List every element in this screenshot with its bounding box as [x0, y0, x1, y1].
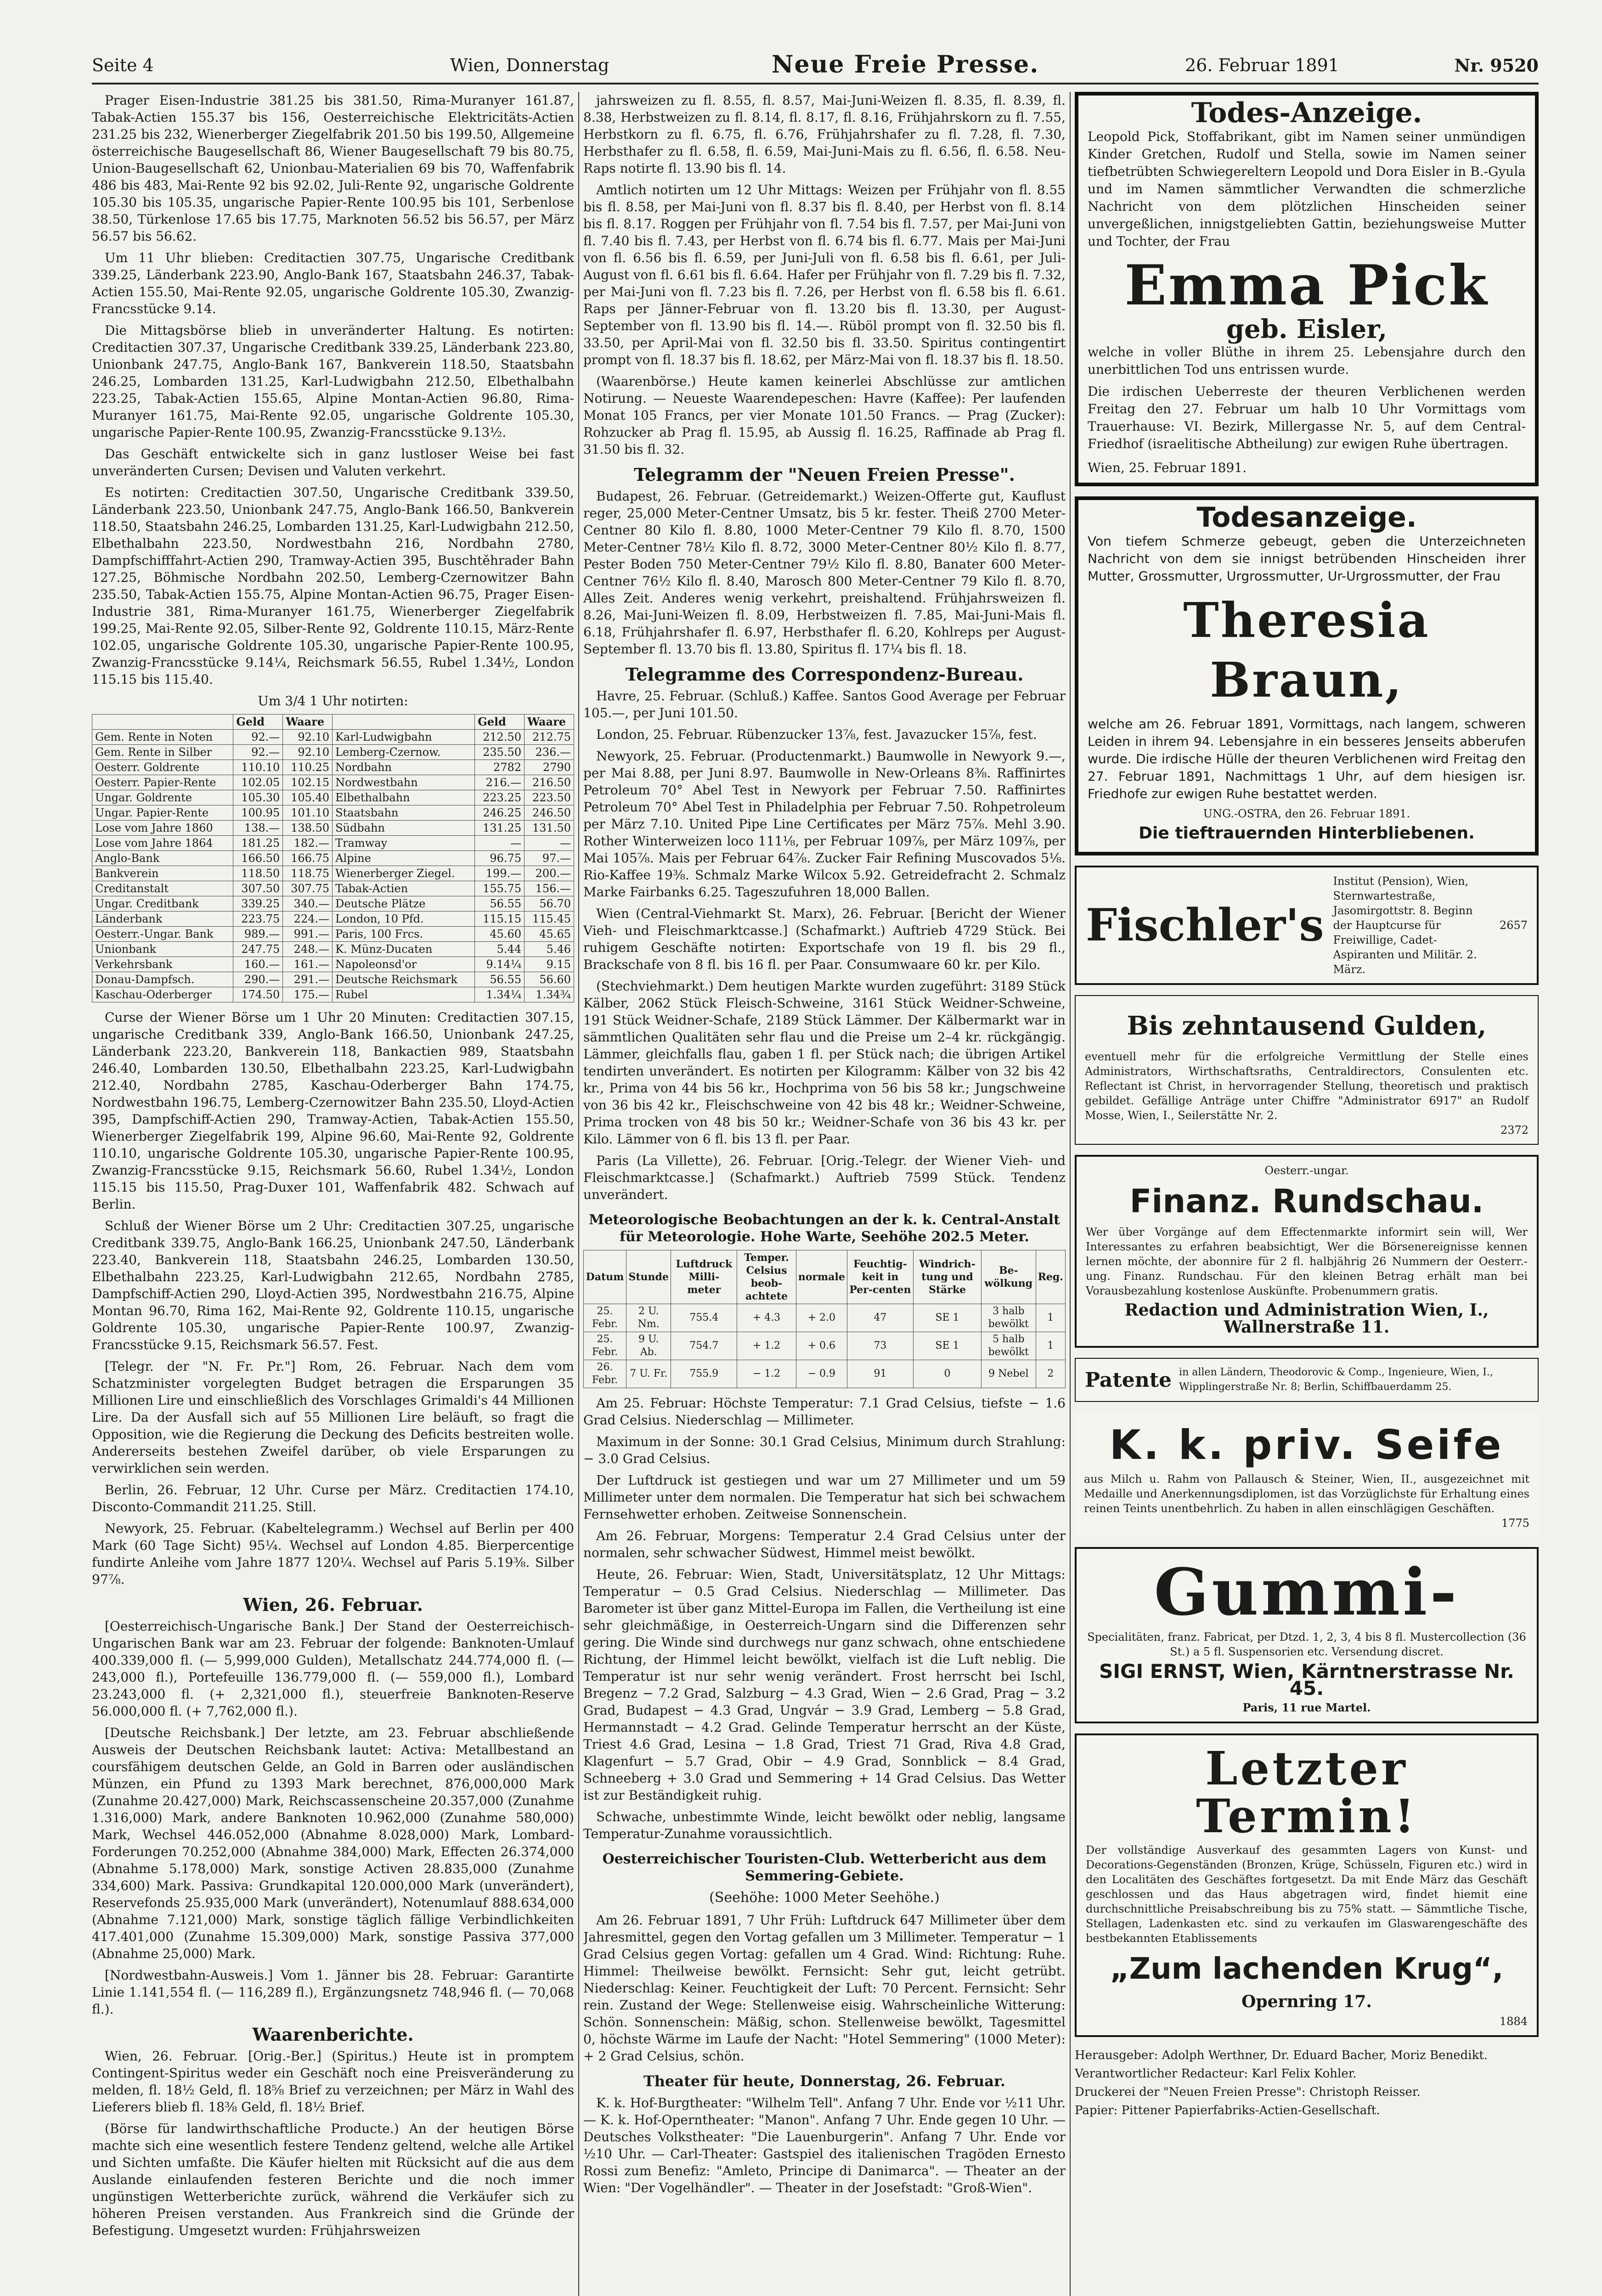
table-cell: London, 10 Pfd. [333, 912, 475, 927]
table-row [584, 1360, 1066, 1388]
table-cell: 9 U. Ab. [626, 1332, 671, 1360]
table-cell: 212.75 [525, 730, 574, 745]
table-cell: Donau-Dampfsch. [92, 972, 233, 987]
maiden-name: geb. Eisler, [1226, 314, 1388, 344]
table-label: Um 3/4 1 Uhr notirten: [258, 693, 408, 709]
table-cell: Deutsche Reichsmark [333, 972, 475, 987]
section-heading: Oesterreichischer Touristen-Club. Wetterbericht aus dem Semmering-Gebiete. [602, 1851, 1047, 1884]
paragraph: [Nordwestbahn-Ausweis.] Vom 1. Jänner bis 28. Februar: Garantirte Linie 1.141,554 fl. (— 116,289 fl.), Ergänzungsnetz 748,946 fl. (— 70,068 fl.). [92, 1968, 574, 2017]
table-cell: 174.50 [233, 987, 283, 1002]
table-header-row [92, 715, 574, 730]
paragraph: Paris (La Villette), 26. Februar. [Orig.-Telegr. der Wiener Vieh- und Fleischmarktcasse.] (Schafmarkt.) Auftrieb 7599 Stück. Tendenz unverändert. [583, 1153, 1066, 1202]
finanz-rundschau-ad [1075, 1155, 1539, 1348]
table-header: Datum [584, 1250, 626, 1304]
table-cell: — [475, 836, 525, 851]
table-cell: 991.— [283, 927, 333, 942]
table-cell: 115.15 [475, 912, 525, 927]
table-cell: 7 U. Fr. [626, 1360, 671, 1388]
ad-text: Wer über Vorgänge auf dem Effectenmarkte informirt sein will, Wer Interessantes zu erfahren beabsichtigt, Wer die Börsenereignisse kennen lernen möchte, der abonnire für 2 fl. halbjährig 26 Nummern der Oesterr.-ung. Finanz. Rundschau. Für den kleinen Betrag erhält man bei Vorausbezahlung kostenlose Auskünfte. Probenummern gratis. [1086, 1226, 1528, 1297]
table-cell: 755.9 [671, 1360, 737, 1388]
table-row [92, 927, 574, 942]
table-cell: 161.— [283, 957, 333, 972]
column-rule [578, 92, 579, 2296]
table-cell: Tabak-Actien [333, 881, 475, 896]
paragraph: (Waarenbörse.) Heute kamen keinerlei Abschlüsse zur amtlichen Notirung. — Neueste Waarendepeschen: Havre (Kaffee): Per laufenden Monat 105 Francs, per vier Monate 101.50 Francs. — Prag (Zucker): Rohzucker ab Prag fl. 15.95, ab Aussig fl. 16.25, Raffinade ab Prag fl. 31.50 bis fl. 32. [583, 374, 1066, 457]
table-row [92, 821, 574, 836]
table-cell: Alpine [333, 851, 475, 866]
ad-heading: Todesanzeige. [1196, 501, 1417, 534]
table-cell: 118.75 [283, 866, 333, 881]
table-header: Be-wölkung [982, 1250, 1036, 1304]
table-cell: 45.65 [525, 927, 574, 942]
ad-text: in allen Ländern, Theodorovic & Comp., Ingenieure, Wien, I., Wipplingerstraße Nr. 8; Berlin, Schiffbauerdamm 25. [1179, 1367, 1493, 1393]
table-cell: Verkehrsbank [92, 957, 233, 972]
table-row [92, 745, 574, 760]
table-cell: 138.— [233, 821, 283, 836]
deceased-name: Theresia Braun, [1183, 592, 1430, 708]
table-header [333, 715, 475, 730]
paragraph: Der Luftdruck ist gestiegen und war um 27 Millimeter und um 59 Millimeter unter dem normalen. Die Temperatur hat sich bei schwachem Fernsehwetter erhoben. Zeitweise Sonnenschein. [583, 1473, 1066, 1522]
table-row [92, 760, 574, 775]
ad-text: Von tiefem Schmerze gebeugt, geben die Unterzeichneten Nachricht von dem sie innigst betrübenden Hinscheiden ihrer Mutter, Grossmutter, Urgrossmutter, Ur-Urgrossmutter, der Frau [1088, 534, 1526, 584]
table-row [92, 730, 574, 745]
paragraph: [Deutsche Reichsbank.] Der letzte, am 23. Februar abschließende Ausweis der Deutschen Reichsbank lautet: Activa: Metallbestand an coursfähigem deutschen Gelde, an Gold in Barren oder ausländischen Münzen, ein Pfund zu 1393 Mark berechnet, 876,000,000 Mark (Zunahme 20.427,000) Mark, Reichscassenscheine 20.357,000 (Zunahme 1.316,000) Mark, andere Banknoten 10.962,000 (Zunahme 580,000) Mark, Wechsel 446.052,000 (Abnahme 8.028,000) Mark, Lombard-Forderungen 70.252,000 (Abnahme 384,000) Mark, Effecten 26.374,000 (Abnahme 5.178,000) Mark, sonstige Activen 28.835,000 (Zunahme 334,600) Mark. Passiva: Grundkapital 120.000,000 Mark (unverändert), Reservefonds 25.935,000 Mark (unverändert), Notenumlauf 888.634,000 (Abnahme 7.121,000) Mark, sonstige täglich fällige Verbindlichkeiten 417.401,000 (Zunahme 15.309,000) Mark, sonstige Passiva 377,000 (Abnahme 25,000) Mark. [92, 1725, 574, 1961]
table-cell: SE 1 [913, 1304, 981, 1332]
imprint-line: Druckerei der "Neuen Freien Presse": Christoph Reisser. [1075, 2085, 1421, 2099]
table-cell: Nordbahn [333, 760, 475, 775]
page-header [92, 51, 1539, 84]
table-header: Geld [475, 715, 525, 730]
table-cell: Elbethalbahn [333, 790, 475, 805]
table-cell: 102.15 [283, 775, 333, 790]
table-cell: 307.75 [283, 881, 333, 896]
paragraph: Berlin, 26. Februar, 12 Uhr. Curse per März. Creditactien 174.10, Disconto-Commandit 211.25. Still. [92, 1482, 574, 1514]
table-cell: 175.— [283, 987, 333, 1002]
soap-ad [1075, 1412, 1539, 1537]
table-cell: 92.— [233, 745, 283, 760]
table-cell: 248.— [283, 942, 333, 957]
table-cell: 105.40 [283, 790, 333, 805]
paragraph: Schluß der Wiener Börse um 2 Uhr: Creditactien 307.25, ungarische Creditbank 339.75, Anglo-Bank 166.25, Unionbank 247.50, Länderbank 223.40, Bankverein 118, Staatsbahn 246.25, Lombarden 130.50, Elbethalbahn 223.25, Karl-Ludwigbahn 212.65, Nordbahn 2785, Dampfschiff-Actien 290, Lloyd-Actien 395, Nordwestbahn 216.75, Alpine Montan 96.70, Rima 162, Mai-Rente 92, Goldrente 110.15, ungarische Goldrente 105.30, ungarische Papier-Rente 100.97, Zwanzig-Francsstücke 9.15, Reichsmark 56.57. Fest. [92, 1218, 574, 1352]
ad-signature: Wien, 25. Februar 1891. [1088, 460, 1247, 475]
table-cell: 56.60 [525, 972, 574, 987]
table-cell: SE 1 [913, 1332, 981, 1360]
table-header: Waare [525, 715, 574, 730]
table-cell: 56.70 [525, 896, 574, 912]
table-cell: 9 Nebel [982, 1360, 1036, 1388]
table-cell: 47 [847, 1304, 913, 1332]
paragraph: Um 11 Uhr blieben: Creditactien 307.75, Ungarische Creditbank 339.25, Länderbank 223.90, Anglo-Bank 167, Staatsbahn 246.37, Tabak-Actien 155.50, Mai-Rente 92.05, ungarische Goldrente 105.30, Zwanzig-Francsstücke 9.14. [92, 250, 574, 316]
ad-topline: Oesterr.-ungar. [1264, 1164, 1349, 1177]
table-cell: 138.50 [283, 821, 333, 836]
table-cell: 25. Febr. [584, 1332, 626, 1360]
table-row [92, 805, 574, 821]
paragraph: Schwache, unbestimmte Winde, leicht bewölkt oder neblig, langsame Temperatur-Zunahme voraussichtlich. [583, 1809, 1066, 1841]
table-header: Reg. [1036, 1250, 1065, 1304]
stock-quote-table [92, 714, 574, 1002]
issue-number: Nr. 9520 [1454, 55, 1539, 76]
table-cell: 5.46 [525, 942, 574, 957]
paragraph: K. k. Hof-Burgtheater: "Wilhelm Tell". Anfang 7 Uhr. Ende vor ½11 Uhr. — K. k. Hof-Operntheater: "Manon". Anfang 7 Uhr. Ende gegen 10 Uhr. — Deutsches Volkstheater: "Die Lauenburgerin". Anfang 7 Uhr. Ende vor ½10 Uhr. — Carl-Theater: Gastspiel des italienischen Tragöden Ernesto Rossi zum Benefiz: "Amleto, Principe di Danimarca". — Theater an der Wien: "Der Vogelhändler". — Theater in der Josefstadt: "Groß-Wien". [583, 2095, 1066, 2195]
patents-ad [1075, 1358, 1539, 1402]
paragraph: Havre, 25. Februar. (Schluß.) Kaffee. Santos Good Average per Februar 105.—, per Juni 101.50. [583, 688, 1066, 720]
table-cell: Südbahn [333, 821, 475, 836]
table-cell: Karl-Ludwigbahn [333, 730, 475, 745]
table-cell: 56.55 [475, 972, 525, 987]
table-cell: + 4.3 [737, 1304, 796, 1332]
table-cell: 105.30 [233, 790, 283, 805]
section-heading: Theater für heute, Donnerstag, 26. Februar. [643, 2072, 1006, 2090]
table-row [92, 942, 574, 957]
table-cell: 216.— [475, 775, 525, 790]
imprint [1075, 2047, 1539, 2119]
section-subheading: (Seehöhe: 1000 Meter Seehöhe.) [709, 1890, 940, 1906]
table-cell: 755.4 [671, 1304, 737, 1332]
place-day: Wien, Donnerstag [450, 55, 609, 75]
column-rule [1070, 92, 1071, 2296]
obituary-ad-braun [1075, 496, 1539, 855]
ad-footer: Paris, 11 rue Martel. [1242, 1701, 1371, 1714]
ad-heading: Todes-Anzeige. [1191, 97, 1422, 129]
table-cell: Anglo-Bank [92, 851, 233, 866]
ad-heading: Gummi- [1154, 1555, 1460, 1630]
table-cell: 3 halb bewölkt [982, 1304, 1036, 1332]
section-heading: Waarenberichte. [252, 2024, 414, 2045]
table-row [92, 775, 574, 790]
paragraph: Maximum in der Sonne: 30.1 Grad Celsius, Minimum durch Strahlung: − 3.0 Grad Celsius. [583, 1434, 1066, 1466]
gummi-ad [1075, 1547, 1539, 1723]
table-cell: 110.25 [283, 760, 333, 775]
ad-heading: Finanz. Rundschau. [1129, 1182, 1484, 1220]
table-cell: Lose vom Jahre 1864 [92, 836, 233, 851]
table-cell: 131.50 [525, 821, 574, 836]
zum-lachenden-krug-ad [1075, 1733, 1539, 2037]
ad-address: Opernring 17. [1241, 1992, 1372, 2011]
ad-company: „Zum lachenden Krug“, [1110, 1952, 1504, 1986]
table-cell: 97.— [525, 851, 574, 866]
table-cell: Kaschau-Oderberger [92, 987, 233, 1002]
table-cell: 100.95 [233, 805, 283, 821]
paragraph: Das Geschäft entwickelte sich in ganz lustloser Weise bei fast unveränderten Cursen; Devisen und Valuten verkehrt. [92, 446, 574, 478]
table-header: normale [796, 1250, 847, 1304]
ad-number: 2657 [1499, 919, 1528, 932]
table-cell: 92.10 [283, 730, 333, 745]
table-cell: 131.25 [475, 821, 525, 836]
table-cell: Wienerberger Ziegel. [333, 866, 475, 881]
table-cell: − 0.9 [796, 1360, 847, 1388]
table-cell: Nordwestbahn [333, 775, 475, 790]
ad-text: welche am 26. Februar 1891, Vormittags, nach langem, schweren Leiden in ihrem 94. Lebensjahre in ein besseres Jenseits abberufen wurde. Die irdische Hülle der theuren Verblichenen wird Freitag den 27. Februar 1891, Nachmittags 1 Uhr, auf dem hiesigen isr. Friedhofe zur ewigen Ruhe bestattet werden. [1088, 716, 1526, 801]
table-cell: 340.— [283, 896, 333, 912]
table-cell: 115.45 [525, 912, 574, 927]
fischler-institute-ad [1075, 866, 1539, 985]
table-cell: 1.34¾ [525, 987, 574, 1002]
table-row [92, 957, 574, 972]
table-header: Luftdruck Milli-meter [671, 1250, 737, 1304]
imprint-line: Verantwortlicher Redacteur: Karl Felix Kohler. [1075, 2067, 1357, 2081]
paragraph: Am 26. Februar, Morgens: Temperatur 2.4 Grad Celsius unter der normalen, sehr schwacher Südwest, Himmel meist bewölkt. [583, 1528, 1066, 1560]
deceased-name: Emma Pick [1124, 253, 1489, 318]
paragraph: Es notirten: Creditactien 307.50, Ungarische Creditbank 339.50, Länderbank 223.50, Unionbank 247.75, Anglo-Bank 166.50, Bankverein 118.50, Staatsbahn 246.25, Lombarden 131.25, Karl-Ludwigbahn 212.50, Elbethalbahn 223.50, Nordwestbahn 216, Nordbahn 2780, Dampfschifffahrt-Actien 290, Tramway-Actien 395, Buschtěhrader Bahn 127.25, Böhmische Nordbahn 202.50, Lemberg-Czernowitzer Bahn 235.50, Tabak-Actien 155.75, Alpine Montan-Actien 96.75, Prager Eisen-Industrie 381, Rima-Muranyer 161.75, Wienerberger Ziegelfabrik 199.25, Mai-Rente 92.05, Silber-Rente 92, Goldrente 110.15, März-Rente 102.05, ungarische Goldrente 105.30, ungarische Papier-Rente 100.95, Zwanzig-Francsstücke 9.14¼, Reichsmark 56.55, Rubel 1.34½, London 115.15 bis 115.40. [92, 485, 574, 687]
ad-number: 1775 [1501, 1517, 1529, 1530]
table-cell: 2782 [475, 760, 525, 775]
table-cell: Länderbank [92, 912, 233, 927]
table-cell: 290.— [233, 972, 283, 987]
table-cell: 199.— [475, 866, 525, 881]
paragraph: Am 25. Februar: Höchste Temperatur: 7.1 Grad Celsius, tiefste − 1.6 Grad Celsius. Niederschlag — Millimeter. [583, 1396, 1066, 1428]
paragraph: Curse der Wiener Börse um 1 Uhr 20 Minuten: Creditactien 307.15, ungarische Creditbank 339, Anglo-Bank 166.50, Unionbank 247.25, Länderbank 223.20, Bankverein 118, Bankactien 989, Staatsbahn 246.40, Lombarden 130.50, Elbethalbahn 223.25, Karl-Ludwigbahn 212.40, Nordbahn 2785, Kaschau-Oderberger Bahn 174.75, Nordwestbahn 196.75, Lemberg-Czernowitzer Bahn 235.50, Lloyd-Actien 395, Dampfschiff-Actien 290, Tramway-Actien, Tabak-Actien 155.50, Wienerberger Ziegelfabrik 199, Alpine 96.60, Mai-Rente 92, Goldrente 110.10, ungarische Goldrente 105.30, ungarische Papier-Rente 100.95, Zwanzig-Francsstücke 9.15, Reichsmark 56.60, Rubel 1.34½, London 115.15 bis 115.50, Prag-Duxer 101, Waffenfabrik 482. Schwach auf Berlin. [92, 1010, 574, 1212]
table-cell: 73 [847, 1332, 913, 1360]
table-cell: 989.— [233, 927, 283, 942]
paragraph: Newyork, 25. Februar. (Productenmarkt.) Baumwolle in Newyork 9.—, per Mai 8.88, per Juni 8.97. Baumwolle in New-Orleans 8⅜. Raffinirtes Petroleum 70° Abel Test in Newyork per Februar 7.50. Raffinirtes Petroleum 70° Abel Test in Philadelphia per Februar 7.50. Rohpetroleum per März 7.10. United Pipe Line Certificates per März 75⅞. Mehl 3.90. Rother Winterweizen loco 111⅛, per Februar 109⅞, per März 109⅞, per Mai 105⅞. Mais per Februar 64⅞. Zucker Fair Refining Muscovados 5⅛. Rio-Kaffee 19⅜. Schmalz Marke Wilcox 5.92. Getreidefracht 2. Schmalz Marke Fairbanks 6.25. Tageszufuhren 18,000 Ballen. [583, 748, 1066, 900]
table-cell: Napoleonsd'or [333, 957, 475, 972]
issue-date: 26. Februar 1891 [1185, 55, 1339, 75]
ten-thousand-gulden-ad [1075, 995, 1539, 1145]
page-number: Seite 4 [92, 55, 154, 75]
section-heading: Wien, 26. Februar. [243, 1594, 423, 1615]
table-row [92, 912, 574, 927]
table-cell: 200.— [525, 866, 574, 881]
table-cell: 92.10 [283, 745, 333, 760]
paragraph: [Oesterreichisch-Ungarische Bank.] Der Stand der Oesterreichisch-Ungarischen Bank war am 23. Februar der folgende: Banknoten-Umlauf 400.339,000 fl. (— 5,999,000 Gulden), Metallschatz 244.774,000 fl. (— 243,000 fl.), Portefeuille 136.779,000 fl. (— 559,000 fl.), Lombard 23.243,000 fl. (+ 2,321,000 fl.), steuerfreie Banknoten-Reserve 56.000,000 fl. (+ 7,762,000 fl.). [92, 1619, 574, 1719]
ad-heading: Bis zehntausend Gulden, [1127, 1011, 1487, 1041]
table-cell: Oesterr.-Ungar. Bank [92, 927, 233, 942]
table-cell: 235.50 [475, 745, 525, 760]
column-2 [583, 92, 1066, 2296]
paragraph: Budapest, 26. Februar. (Getreidemarkt.) Weizen-Offerte gut, Kauflust reger, 25,000 Meter-Centner Umsatz, bis 5 kr. fester. Theiß 2700 Meter-Centner 80 Kilo fl. 8.80, 1000 Meter-Centner 79 Kilo fl. 8.70, 1500 Meter-Centner 78½ Kilo fl. 8.72, 3000 Meter-Centner 80½ Kilo fl. 8.77, Pester Boden 750 Meter-Centner 79½ Kilo fl. 8.80, Banater 600 Meter-Centner 76½ Kilo fl. 8.40, Marosch 800 Meter-Centner 79 Kilo fl. 8.70, Alles Zeit. Anderes wenig verkehrt, preishaltend. Frühjahrsweizen fl. 8.26, Mai-Juni-Weizen fl. 8.09, Herbstweizen fl. 7.85, Mai-Juni-Mais fl. 6.18, Frühjahrshafer fl. 6.97, Herbsthafer fl. 6.20, Kohlreps per August-September fl. 13.70 bis fl. 13.80, Spiritus fl. 17¼ bis fl. 18. [583, 489, 1066, 657]
ad-number: 2372 [1500, 1124, 1529, 1137]
table-cell: 216.50 [525, 775, 574, 790]
table-cell: 223.50 [525, 790, 574, 805]
table-cell: Lose vom Jahre 1860 [92, 821, 233, 836]
paragraph: Heute, 26. Februar: Wien, Stadt, Universitätsplatz, 12 Uhr Mittags: Temperatur − 0.5 Grad Celsius. Niederschlag — Millimeter. Das Barometer ist über ganz Mittel-Europa im Fallen, die Vertheilung ist eine sehr gleichmäßige, in Oesterreich-Ungarn sind die Differenzen sehr gering. Die Winde sind durchwegs nur ganz schwach, ohne entschiedene Richtung, der Himmel leicht bewölkt, vielfach ist die Luft neblig. Die Temperatur ist nur sehr wenig verändert. Frost herrscht bei Ischl, Bregenz − 7.2 Grad, Salzburg − 4.3 Grad, Wien − 2.6 Grad, Prag − 3.2 Grad, Budapest − 4.3 Grad, Ungvár − 3.9 Grad, Lemberg − 5.8 Grad, Hermannstadt − 4.2 Grad. Gelinde Temperatur herrscht an der Küste, Triest 4.6 Grad, Lesina − 1.8 Grad, Triest 71 Grad, Riva 4.8 Grad, Klagenfurt − 5.7 Grad, Obir − 4.9 Grad, Sonnblick − 8.4 Grad, Schneeberg + 3.0 Grad und Semmering + 14 Grad Celsius. Das Wetter ist zur Beständigkeit ruhig. [583, 1567, 1066, 1803]
table-cell: Unionbank [92, 942, 233, 957]
table-cell: 156.— [525, 881, 574, 896]
table-cell: 212.50 [475, 730, 525, 745]
table-row [92, 790, 574, 805]
table-cell: 181.25 [233, 836, 283, 851]
table-cell: Oesterr. Goldrente [92, 760, 233, 775]
table-cell: 101.10 [283, 805, 333, 821]
table-cell: 45.60 [475, 927, 525, 942]
paragraph: Wien (Central-Viehmarkt St. Marx), 26. Februar. [Bericht der Wiener Vieh- und Fleischmarktcasse.] (Schafmarkt.) Auftrieb 4729 Stück. Bei ruhigem Geschäfte notirten: Exportschafe von 19 fl. bis 29 fl., Brackschafe von 8 fl. bis 16 fl. per Paar. Consumwaare 60 kr. per Kilo. [583, 906, 1066, 972]
table-cell: 166.75 [283, 851, 333, 866]
newspaper-title: Neue Freie Presse. [772, 51, 1039, 79]
obituary-ad-pick [1075, 92, 1539, 486]
table-cell: 26. Febr. [584, 1360, 626, 1388]
table-cell: + 1.2 [737, 1332, 796, 1360]
ad-company: SIGI ERNST, Wien, Kärntnerstrasse Nr. 45. [1099, 1660, 1514, 1699]
imprint-line: Herausgeber: Adolph Werthner, Dr. Eduard Bacher, Moriz Benedikt. [1075, 2048, 1488, 2062]
table-header-row [584, 1250, 1066, 1304]
table-cell: Bankverein [92, 866, 233, 881]
section-heading: Meteorologische Beobachtungen an der k. k. Central-Anstalt für Meteorologie. Hohe Warte, Seehöhe 202.5 Meter. [589, 1212, 1060, 1245]
table-row [92, 866, 574, 881]
table-cell: 223.75 [233, 912, 283, 927]
table-cell: Tramway [333, 836, 475, 851]
table-cell: 224.— [283, 912, 333, 927]
ad-heading: K. k. priv. Seife [1109, 1421, 1504, 1469]
table-cell: Gem. Rente in Silber [92, 745, 233, 760]
table-cell: — [525, 836, 574, 851]
ad-heading: Fischler's [1086, 899, 1324, 951]
table-row [92, 836, 574, 851]
ad-text: eventuell mehr für die erfolgreiche Vermittlung der Stelle eines Administrators, Wirthschaftsraths, Centraldirectors, Consulenten etc. Reflectant ist Christ, in hervorragender Stellung, theoretisch und praktisch gebildet. Gefällige Anträge unter Chiffre "Administrator 6917" an Rudolf Mosse, Wien, I., Seilerstätte Nr. 2. [1085, 1050, 1529, 1122]
table-cell: 25. Febr. [584, 1304, 626, 1332]
table-row [92, 851, 574, 866]
ad-text: Specialitäten, franz. Fabricat, per Dtzd. 1, 2, 3, 4 bis 8 fl. Mustercollection (36 St.) a 5 fl. Suspensorien etc. Versendung discret. [1087, 1631, 1526, 1658]
table-cell: 96.75 [475, 851, 525, 866]
ad-text: Institut (Pension), Wien, Sternwartestraße, Jasomirgottstr. 8. Beginn der Hauptcurse für Freiwillige, Cadet-Aspiranten und Militär. 2. März. [1333, 875, 1477, 976]
table-cell: 56.55 [475, 896, 525, 912]
section-heading: Telegramm der "Neuen Freien Presse". [634, 464, 1015, 485]
table-row [92, 972, 574, 987]
table-row [92, 987, 574, 1002]
table-cell: 91 [847, 1360, 913, 1388]
paragraph: (Stechviehmarkt.) Dem heutigen Markte wurden zugeführt: 3189 Stück Kälber, 2062 Stück Fleisch-Schweine, 3161 Stück Weidner-Schweine, 191 Stück Weidner-Schafe, 2189 Stück Lämmer. Der Kälbermarkt war in sämmtlichen Qualitäten sehr flau und die Preise um 2–4 kr. rückgängig. Lämmer, gleichfalls flau, gaben 1 fl. per Stück nach; die übrigen Artikel tendirten unverändert. Es notirten per Kilogramm: Kälber von 32 bis 42 kr., Prima von 44 bis 56 kr., Hochprima von 56 bis 58 kr.; Jungschweine von 36 bis 42 kr., Fleischschweine von 42 bis 48 kr.; Weidner-Schweine, Prima trocken von 48 bis 50 kr.; Weidner-Schafe von 36 bis 43 kr. per Kilo. Lämmer von 6 fl. bis 13 fl. per Paar. [583, 979, 1066, 1147]
section-heading: Telegramme des Correspondenz-Bureau. [625, 664, 1024, 685]
table-cell: 110.10 [233, 760, 283, 775]
table-cell: 118.50 [233, 866, 283, 881]
table-cell: Creditanstalt [92, 881, 233, 896]
table-cell: Paris, 100 Frcs. [333, 927, 475, 942]
ad-number: 1884 [1499, 2015, 1528, 2028]
table-cell: 307.50 [233, 881, 283, 896]
paragraph: Newyork, 25. Februar. (Kabeltelegramm.) Wechsel auf Berlin per 400 Mark (60 Tage Sicht) 95¼. Wechsel auf London 4.85. Bierpercentige fundirte Anleihe vom Jahre 1877 120¼. Wechsel auf Paris 5.19⅜. Silber 97⅞. [92, 1521, 574, 1587]
paragraph: Wien, 26. Februar. [Orig.-Ber.] (Spiritus.) Heute ist in promptem Contingent-Spiritus weder ein Geschäft noch eine Preisveränderung zu melden, fl. 18½ Geld, fl. 18⅝ Brief zu verzeichnen; per März in Wahl des Lieferers blieb fl. 18⅜ Geld, fl. 18½ Brief. [92, 2048, 574, 2115]
paragraph: [Telegr. der "N. Fr. Pr."] Rom, 26. Februar. Nach dem vom Schatzminister vorgelegten Budget betragen die Ersparungen 35 Millionen Lire und einschließlich des Vorschlages Grimaldi's 44 Millionen Lire. Da der Ausfall sich auf 55 Millionen Lire beläuft, so fragt die Opposition, wie die Regierung die Deckung des Deficits bestreiten wolle. Andererseits bestehen Zweifel darüber, ob viele Ersparungen zu verwirklichen sein werden. [92, 1359, 574, 1476]
table-cell: 1 [1036, 1304, 1065, 1332]
table-header: Waare [283, 715, 333, 730]
ad-signature: Die tieftrauernden Hinterbliebenen. [1139, 824, 1475, 843]
table-cell: 339.25 [233, 896, 283, 912]
imprint-line: Papier: Pittener Papierfabriks-Actien-Gesellschaft. [1075, 2104, 1380, 2117]
table-cell: Gem. Rente in Noten [92, 730, 233, 745]
table-cell: − 1.2 [737, 1360, 796, 1388]
table-cell: 2790 [525, 760, 574, 775]
table-cell: 754.7 [671, 1332, 737, 1360]
table-cell: K. Münz-Ducaten [333, 942, 475, 957]
paragraph: (Börse für landwirthschaftliche Producte.) An der heutigen Börse machte sich eine wesentlich festere Tendenz geltend, welche alle Artikel und Sichten umfaßte. Die Käufer hielten mit Rücksicht auf die aus dem Auslande einlaufenden festeren Berichte und die noch immer ungünstigen Wetterberichte zurück, während die Verkäufer sich zu höheren Preisen verstanden. Aus Frankreich sind die Gründe der Befestigung. Umgesetzt wurden: Frühjahrsweizen [92, 2121, 574, 2238]
column-3-ads [1075, 92, 1539, 2296]
table-header: Geld [233, 715, 283, 730]
table-cell: Ungar. Creditbank [92, 896, 233, 912]
table-cell: 5.44 [475, 942, 525, 957]
table-cell: 102.05 [233, 775, 283, 790]
table-row [584, 1304, 1066, 1332]
table-cell: 223.25 [475, 790, 525, 805]
table-header: Stunde [626, 1250, 671, 1304]
paragraph: Amtlich notirten um 12 Uhr Mittags: Weizen per Frühjahr von fl. 8.55 bis fl. 8.58, per Mai-Juni von fl. 8.37 bis fl. 8.40, per Herbst von fl. 8.14 bis fl. 8.17. Roggen per Frühjahr von fl. 7.54 bis fl. 7.57, per Mai-Juni von fl. 7.40 bis fl. 7.43, per Herbst von fl. 6.74 bis fl. 6.77. Mais per Mai-Juni von fl. 6.56 bis fl. 6.59, per Juni-Juli von fl. 6.58 bis fl. 6.61, per Juli-August von fl. 6.61 bis fl. 6.64. Hafer per Frühjahr von fl. 7.29 bis fl. 7.32, per Mai-Juni von fl. 7.23 bis fl. 7.26, per Herbst von fl. 6.58 bis fl. 6.61. Raps per Jänner-Februar von fl. 13.20 bis fl. 13.30, per August-September von fl. 13.90 bis fl. 14.—. Rüböl prompt von fl. 32.50 bis fl. 33.50, per April-Mai von fl. 32.50 bis fl. 33.50. Spiritus contingentirt prompt von fl. 18.37 bis fl. 18.62, per März-Mai von fl. 18.37 bis fl. 18.50. [583, 182, 1066, 367]
table-header [92, 715, 233, 730]
table-header: Feuchtig-keit in Per-centen [847, 1250, 913, 1304]
table-row [92, 881, 574, 896]
paragraph: Prager Eisen-Industrie 381.25 bis 381.50, Rima-Muranyer 161.87, Tabak-Actien 155.37 bis 156, Oesterreichische Elektricitäts-Actien 231.25 bis 232, Wienerberger Ziegelfabrik 201.50 bis 199.50, Allgemeine österreichische Baugesellschaft 86, Wiener Baugesellschaft 79 bis 80.75, Union-Baugesellschaft 62, Unionbau-Materialien 69 bis 70, Waffenfabrik 486 bis 483, Mai-Rente 92 bis 92.02, Juli-Rente 92, ungarische Goldrente 105.30 bis 105.35, ungarische Papier-Rente 100.95 bis 101, Serbenlose 38.50, Türkenlose 17.65 bis 17.75, Marknoten 56.52 bis 56.57, per März 56.57 bis 56.62. [92, 93, 574, 244]
table-cell: Ungar. Goldrente [92, 790, 233, 805]
paragraph: Am 26. Februar 1891, 7 Uhr Früh: Luftdruck 647 Millimeter über dem Jahresmittel, gegen den Vortag gefallen um 3 Millimeter. Temperatur − 1 Grad Celsius gegen Vortag: gefallen um 4 Grad. Wind: Richtung: Ruhe. Himmel: Theilweise bewölkt. Fernsicht: Sehr gut, leicht getrübt. Niederschlag: Keiner. Feuchtigkeit der Luft: 70 Percent. Fernsicht: Sehr rein. Zustand der Wege: Stellenweise eisig. Wahrscheinliche Witterung: Schön. Sonnenschein: Mäßig, schon. Stellenweise bewölkt, Tagesmittel 0, höchste Wärme im Laufe der Nacht: "Hotel Semmering" (1000 Meter): + 2 Grad Celsius, schön. [583, 1913, 1066, 2064]
paragraph: London, 25. Februar. Rübenzucker 13⅞, fest. Javazucker 15⅞, fest. [596, 727, 1037, 742]
ad-text: welche in voller Blüthe in ihrem 25. Lebensjahre durch den unerbittlichen Tod uns entrissen wurde. [1088, 344, 1526, 377]
ad-heading: Letzter Termin! [1196, 1741, 1417, 1843]
ad-text: Leopold Pick, Stoffabrikant, gibt im Namen seiner unmündigen Kinder Gretchen, Rudolf und Stella, sowie im Namen seiner tiefbetrübten Schwiegereltern Leopold und Dora Eisler in B.-Gyula und im Namen sämmtlicher Verwandten die schmerzliche Nachricht von dem plötzlichen Hinscheiden seiner unvergeßlichen, innigstgeliebten Gattin, beziehungsweise Mutter und Tochter, der Frau [1088, 129, 1526, 249]
table-cell: 92.— [233, 730, 283, 745]
table-cell: 246.50 [525, 805, 574, 821]
table-header: Temper. Celsius beob-achtete [737, 1250, 796, 1304]
table-cell: 247.75 [233, 942, 283, 957]
table-cell: + 2.0 [796, 1304, 847, 1332]
paragraph: Die Mittagsbörse blieb in unveränderter Haltung. Es notirten: Creditactien 307.37, Ungarische Creditbank 339.25, Länderbank 223.80, Unionbank 247.75, Anglo-Bank 167, Bankverein 118.50, Staatsbahn 246.25, Lombarden 131.25, Karl-Ludwigbahn 212.50, Elbethalbahn 223.25, Tabak-Actien 155.65, Alpine Montan-Actien 96.80, Rima-Muranyer 161.75, Mai-Rente 92.05, ungarische Goldrente 105.30, ungarische Papier-Rente 100.95, Zwanzig-Francsstücke 9.13½. [92, 323, 574, 440]
ad-footer: Redaction und Administration Wien, I., Wallnerstraße 11. [1124, 1300, 1489, 1337]
ad-text: Die irdischen Ueberreste der theuren Verblichenen werden Freitag den 27. Februar um halb 10 Uhr Vormittags vom Trauerhause: VI. Bezirk, Millergasse Nr. 5, auf dem Central-Friedhof (israelitische Abtheilung) zur ewigen Ruhe übertragen. [1088, 384, 1526, 451]
paragraph: jahrsweizen zu fl. 8.55, fl. 8.57, Mai-Juni-Weizen fl. 8.35, fl. 8.39, fl. 8.38, Herbstweizen zu fl. 8.14, fl. 8.17, fl. 8.16, Frühjahrskorn zu fl. 7.55, Herbstkorn zu fl. 6.75, fl. 6.76, Frühjahrshafer zu fl. 7.28, fl. 7.30, Herbsthafer zu fl. 6.58, fl. 6.59, Mai-Juni-Mais zu fl. 6.56, fl. 6.58. Neu-Raps notirte fl. 13.90 bis fl. 14. [583, 93, 1066, 176]
table-cell: 2 [1036, 1360, 1065, 1388]
ad-place-date: UNG.-OSTRA, den 26. Februar 1891. [1203, 807, 1410, 820]
table-cell: Lemberg-Czernow. [333, 745, 475, 760]
table-cell: 246.25 [475, 805, 525, 821]
table-cell: 2 U. Nm. [626, 1304, 671, 1332]
table-cell: 160.— [233, 957, 283, 972]
table-cell: 1.34¼ [475, 987, 525, 1002]
table-cell: 9.14¼ [475, 957, 525, 972]
table-cell: Staatsbahn [333, 805, 475, 821]
table-cell: 166.50 [233, 851, 283, 866]
table-cell: 5 halb bewölkt [982, 1332, 1036, 1360]
ad-heading: Patente [1085, 1368, 1172, 1392]
weather-table [583, 1250, 1066, 1388]
table-cell: 182.— [283, 836, 333, 851]
table-cell: + 0.6 [796, 1332, 847, 1360]
table-cell: Deutsche Plätze [333, 896, 475, 912]
table-cell: Oesterr. Papier-Rente [92, 775, 233, 790]
ad-text: Der vollständige Ausverkauf des gesammten Lagers von Kunst- und Decorations-Gegenständen (Bronzen, Krüge, Schüsseln, Figuren etc.) wird in den Localitäten des Geschäftes fortgesetzt. Da mit Ende März das Geschäft geschlossen und das Haus abgetragen wird, findet hiemit eine durchschnittliche Preisabschreibung bis zu 75% statt. — Sämmtliche Tische, Stellagen, Ladenkasten etc. sind zu verkaufen im Glaswarengeschäfte des bestbekannten Etablissements [1086, 1844, 1528, 1945]
table-cell: 9.15 [525, 957, 574, 972]
table-cell: Ungar. Papier-Rente [92, 805, 233, 821]
table-cell: 291.— [283, 972, 333, 987]
column-1 [92, 92, 574, 2296]
table-row [584, 1332, 1066, 1360]
table-cell: 0 [913, 1360, 981, 1388]
table-cell: 155.75 [475, 881, 525, 896]
ad-text: aus Milch u. Rahm von Pallausch & Steiner, Wien, II., ausgezeichnet mit Medaille und Anerkennungsdiplomen, ist das Vorzüglichste für Erhaltung eines reinen Teints unentbehrlich. Zu haben in allen einschlägigen Geschäften. [1084, 1473, 1529, 1515]
table-cell: 236.— [525, 745, 574, 760]
table-header: Windrich-tung und Stärke [913, 1250, 981, 1304]
table-cell: Rubel [333, 987, 475, 1002]
table-cell: 1 [1036, 1332, 1065, 1360]
table-row [92, 896, 574, 912]
